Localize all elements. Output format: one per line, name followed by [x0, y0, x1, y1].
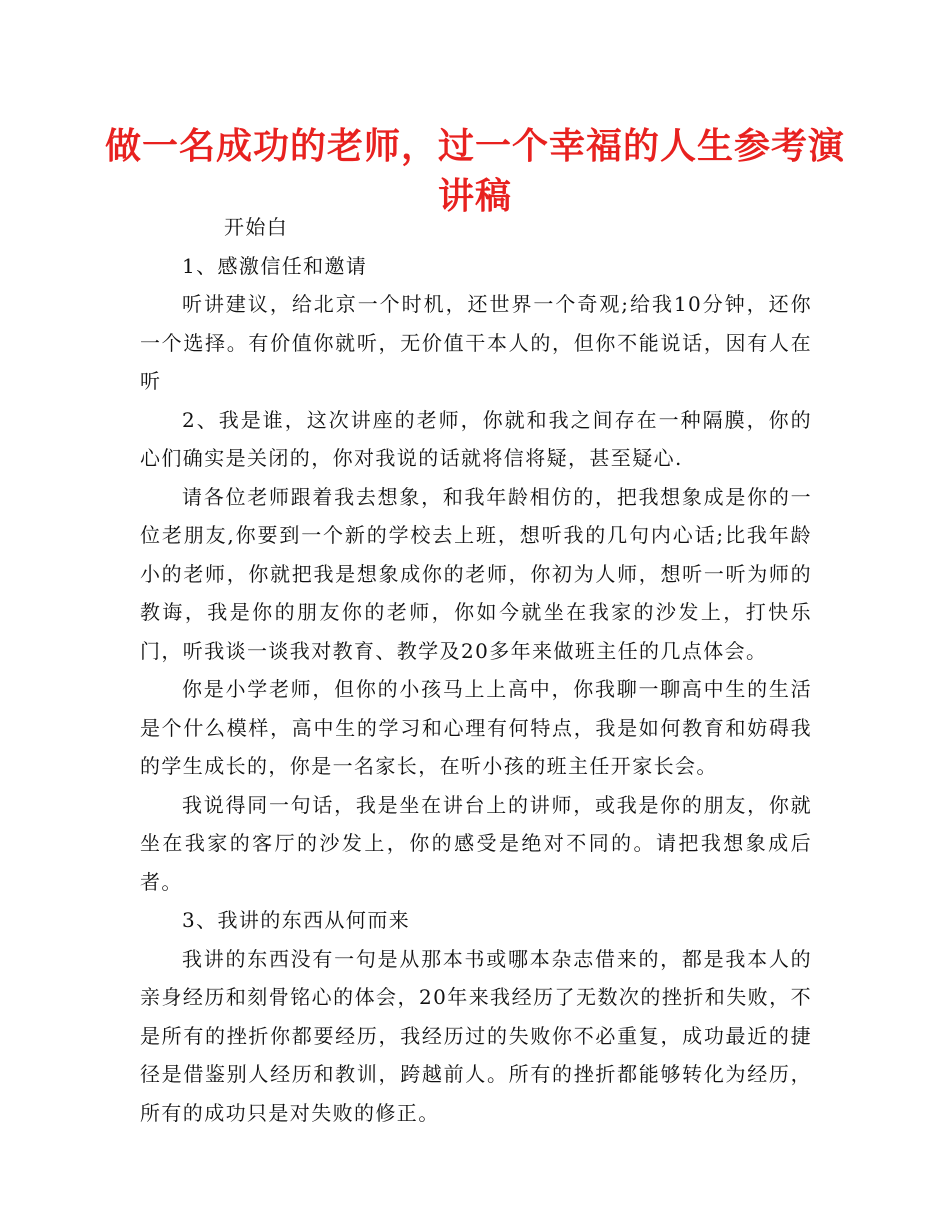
opening-heading: 开始白	[224, 215, 289, 239]
document-title: 做一名成功的老师，过一个幸福的人生参考演讲稿	[104, 126, 845, 217]
body-paragraph: 请各位老师跟着我去想象，和我年龄相仿的，把我想象成是你的一位老朋友,你要到一个新的学校去上班，想听我的几句内心话;比我年龄小的老师，你就把我是想象成你的老师，你初为人师，想听一听为师的教诲，我是你的朋友你的老师，你如今就坐在我家的沙发上，打快乐门，听我谈一谈我对教育、教学及20多年来做班主任的几点体会。	[140, 484, 812, 663]
section-heading-1: 1、感激信任和邀请	[182, 253, 368, 278]
body-paragraph: 听讲建议，给北京一个时机，还世界一个奇观;给我10分钟，还你一个选择。有价值你就听，无价值干本人的，但你不能说话，因有人在听	[140, 292, 812, 393]
body-paragraph: 我说得同一句话，我是坐在讲台上的讲师，或我是你的朋友，你就坐在我家的客厅的沙发上，你的感受是绝对不同的。请把我想象成后者。	[140, 792, 812, 894]
section-heading-3: 3、我讲的东西从何而来	[182, 908, 411, 932]
document-body	[140, 208, 812, 1132]
section-heading-2: 2、我是谁，这次讲座的老师，你就和我之间存在一种隔膜，你的心们确实是关闭的，你对我说的话就将信将疑，甚至疑心.	[140, 407, 812, 470]
body-paragraph: 我讲的东西没有一句是从那本书或哪本杂志借来的，都是我本人的亲身经历和刻骨铭心的体会，20年来我经历了无数次的挫折和失败，不是所有的挫折你都要经历，我经历过的失败你不必重复，成功最近的捷径是借鉴别人经历和教训，跨越前人。所有的挫折都能够转化为经历，所有的成功只是对失败的修正。	[140, 946, 812, 1125]
body-paragraph: 你是小学老师，但你的小孩马上上高中，你我聊一聊高中生的生活是个什么模样，高中生的学习和心理有何特点，我是如何教育和妨碍我的学生成长的，你是一名家长，在听小孩的班主任开家长会。	[140, 677, 812, 778]
